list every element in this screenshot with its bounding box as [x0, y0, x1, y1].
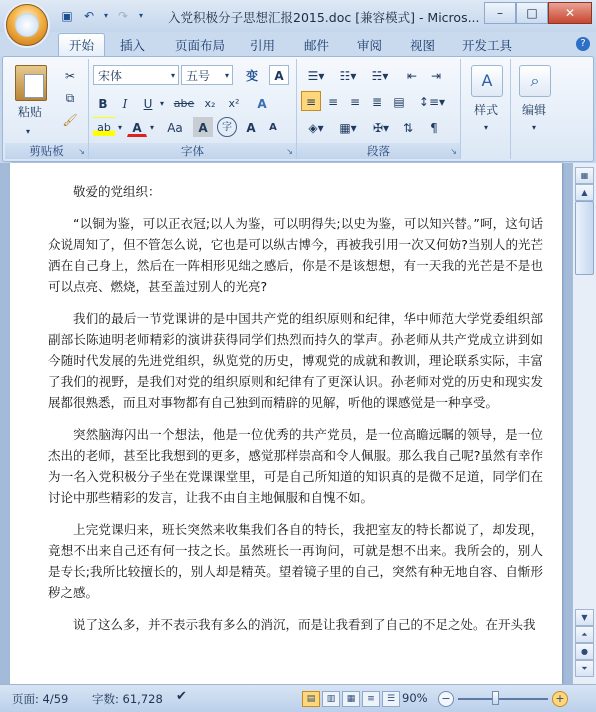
justify-icon[interactable]: ≣	[371, 95, 383, 109]
show-marks-icon[interactable]: ¶	[430, 121, 438, 135]
editing-button[interactable]: 编辑	[521, 103, 546, 117]
paste-icon[interactable]	[15, 65, 47, 101]
undo-icon[interactable]: ↶	[83, 9, 95, 23]
styles-dropdown-icon[interactable]: ▾	[483, 123, 488, 132]
paste-button[interactable]: 粘贴	[17, 105, 42, 119]
underline-button[interactable]: U	[143, 97, 153, 111]
sort-icon[interactable]: ⇅	[402, 121, 414, 135]
ribbon	[2, 56, 594, 162]
salutation: 敬爱的党组织：	[73, 184, 161, 199]
view-buttons	[302, 691, 400, 707]
document-body[interactable]	[48, 181, 543, 646]
clipboard-group	[5, 59, 89, 159]
print-layout-icon[interactable]: ▤	[302, 691, 320, 707]
paragraph-5: 说了这么多，并不表示我有多么的消沉，而是让我看到了自己的不足之处。在开头我	[73, 617, 536, 632]
zoom-in-icon[interactable]: +	[552, 691, 568, 707]
proofing-icon[interactable]: ✔	[176, 689, 187, 704]
window-title: 入党积极分子思想汇报2015.doc [兼容模式] - Micros...	[168, 10, 480, 25]
bullets-icon[interactable]: ☰▾	[307, 69, 325, 83]
scroll-up-icon[interactable]: ▲	[575, 184, 594, 201]
format-painter-icon[interactable]: 🖌	[62, 113, 78, 127]
paragraph-2: 我们的最后一节党课讲的是中国共产党的组织原则和纪律，华中师范大学党委组织部副部长陈迪明老师精彩的演讲获得同学们热烈而持久的掌声。孙老师从共产党成立讲到如今随时代发展的先进党组织，纵览党的历史，博观党的成就和教训，理论联系实际，丰富了我们的视野，是我们对党的组织原则和纪律有了更深认识。孙老师对党的历史和现实发展都很熟悉，而且对事物都有自己独到而精辟的见解，听他的课感觉是一种享受。	[48, 311, 543, 410]
copy-icon[interactable]: ⧉	[65, 91, 75, 105]
font-size-select[interactable]: 五号	[181, 65, 233, 85]
paste-dropdown-icon[interactable]: ▾	[25, 127, 30, 136]
zoom-out-icon[interactable]: −	[438, 691, 454, 707]
zoom-level[interactable]: 90%	[402, 691, 428, 705]
char-shading-button[interactable]: A	[193, 117, 213, 137]
grow-font-button[interactable]: A	[246, 121, 256, 135]
tab-developer[interactable]: 开发工具	[462, 38, 513, 53]
full-screen-reading-icon[interactable]: ▥	[322, 691, 340, 707]
web-layout-icon[interactable]: ▦	[342, 691, 360, 707]
shading-icon[interactable]: ◈▾	[308, 121, 324, 135]
shrink-font-button[interactable]: A	[269, 122, 277, 133]
clipboard-group-label: 剪贴板	[5, 143, 88, 159]
clipboard-launcher-icon[interactable]: ↘	[78, 147, 85, 156]
paragraph-group-label: 段落	[297, 143, 460, 159]
phonetic-guide-button[interactable]: 变	[245, 69, 258, 83]
bold-button[interactable]: B	[98, 97, 108, 111]
clear-formatting-button[interactable]: A	[257, 97, 267, 111]
paragraph-launcher-icon[interactable]: ↘	[450, 147, 457, 156]
font-group	[89, 59, 297, 159]
highlight-button[interactable]: ab	[93, 117, 115, 137]
change-case-button[interactable]: Aa	[167, 121, 183, 135]
align-center-icon[interactable]: ≡	[327, 95, 339, 109]
document-area	[0, 163, 572, 684]
outline-view-icon[interactable]: ≡	[362, 691, 380, 707]
zoom-slider-track[interactable]	[458, 698, 548, 700]
page-indicator[interactable]: 页面: 4/59	[12, 692, 69, 706]
subscript-button[interactable]: x₂	[204, 97, 216, 110]
previous-page-icon[interactable]: ⏶	[575, 626, 594, 643]
font-color-dropdown-icon[interactable]: ▾	[149, 123, 154, 132]
asian-layout-icon[interactable]: ✠▾	[372, 121, 390, 135]
office-logo-icon	[15, 13, 39, 37]
browse-object-icon[interactable]: ●	[575, 643, 594, 660]
status-bar	[0, 684, 596, 712]
undo-dropdown-icon[interactable]: ▾	[103, 11, 108, 20]
styles-group	[461, 59, 511, 159]
office-button[interactable]	[6, 4, 48, 46]
quick-access-toolbar	[58, 7, 146, 25]
font-group-label: 字体	[89, 143, 296, 159]
paragraph-group	[297, 59, 461, 159]
numbering-icon[interactable]: ☷▾	[339, 69, 357, 83]
increase-indent-icon[interactable]: ⇥	[430, 69, 442, 83]
vertical-scrollbar[interactable]	[572, 163, 596, 684]
italic-button[interactable]: I	[122, 97, 128, 111]
save-icon[interactable]: ▣	[61, 9, 73, 23]
paragraph-1: “以铜为鉴，可以正衣冠;以人为鉴，可以明得失;以史为鉴，可以知兴替。”呵，这句话众说周知了，但不管怎么说，它也是可以纵古博今，再被我引用一次又何妨?当别人的光芒洒在自己身上，然后在一阵相形见绌之感后，你是不是该想想，有一天我的光芒是不是也可以点亮、燃烧，甚至盖过别人的光亮?	[48, 216, 543, 294]
find-binoculars-icon[interactable]: ⌕	[519, 65, 551, 97]
align-right-icon[interactable]: ≡	[349, 95, 361, 109]
font-name-dropdown-icon[interactable]: ▾	[170, 71, 175, 80]
tab-view[interactable]: 视图	[410, 38, 436, 53]
close-button[interactable]: ✕	[548, 2, 592, 24]
highlight-dropdown-icon[interactable]: ▾	[117, 123, 122, 132]
tab-home[interactable]: 开始	[58, 33, 105, 56]
ribbon-tabs	[0, 32, 596, 56]
ruler-toggle-icon[interactable]: ▦	[575, 167, 594, 184]
decrease-indent-icon[interactable]: ⇤	[406, 69, 418, 83]
redo-icon[interactable]: ↷	[117, 9, 129, 23]
maximize-button[interactable]: □	[516, 2, 548, 24]
distributed-icon[interactable]: ▤	[393, 95, 405, 109]
line-spacing-icon[interactable]: ↕≡▾	[418, 95, 446, 109]
font-color-button[interactable]: A	[127, 117, 147, 137]
styles-button[interactable]: 样式	[473, 103, 498, 117]
tab-insert[interactable]: 插入	[120, 38, 146, 53]
scroll-down-icon[interactable]: ▼	[575, 609, 594, 626]
window-controls	[484, 2, 592, 24]
char-border-button[interactable]: A	[269, 65, 289, 85]
editing-dropdown-icon[interactable]: ▾	[531, 123, 536, 132]
scroll-thumb[interactable]	[575, 201, 594, 275]
tab-references[interactable]: 引用	[250, 38, 276, 53]
paragraph-4: 上完党课归来，班长突然来收集我们各自的特长，我把室友的特长都说了，却发现，竟想不出来自己还有何一技之长。虽然班长一再询问，可就是想不出来。我所会的，别人是专长;我所比较擅长的，别人却是精英。望着镜子里的自己，突然有种无地自容、自惭形秽之感。	[48, 522, 543, 600]
borders-icon[interactable]: ▦▾	[339, 121, 357, 135]
help-icon[interactable]: ?	[576, 37, 590, 51]
tab-mailings[interactable]: 邮件	[304, 38, 330, 53]
enclose-char-button[interactable]: 字	[217, 117, 237, 137]
font-size-dropdown-icon[interactable]: ▾	[224, 71, 229, 80]
word-count[interactable]: 字数: 61,728	[92, 692, 163, 706]
tab-review[interactable]: 审阅	[357, 38, 383, 53]
font-name-select[interactable]: 宋体	[93, 65, 179, 85]
strikethrough-button[interactable]: abe	[173, 97, 195, 110]
editing-group	[511, 59, 557, 159]
title-bar	[0, 0, 596, 33]
paragraph-3: 突然脑海闪出一个想法，他是一位优秀的共产党员，是一位高瞻远瞩的领导，是一位杰出的老师，甚至比我想到的更多，感觉那样崇高和令人佩服。那么我自己呢?虽然有幸作为一名入党积极分子坐在党课课堂里，可是自己所知道的知识真的是微不足道，同学们在讨论中那些精彩的发言，让我不由自主地佩服和自愧不如。	[48, 427, 543, 505]
draft-view-icon[interactable]: ☰	[382, 691, 400, 707]
cut-icon[interactable]: ✂	[64, 69, 76, 83]
align-left-icon[interactable]: ≡	[301, 91, 321, 111]
next-page-icon[interactable]: ⏷	[575, 660, 594, 677]
underline-dropdown-icon[interactable]: ▾	[159, 99, 164, 108]
customize-qa-icon[interactable]: ▾	[138, 11, 143, 20]
tab-page-layout[interactable]: 页面布局	[175, 38, 226, 53]
minimize-button[interactable]: –	[484, 2, 516, 24]
superscript-button[interactable]: x²	[228, 97, 240, 110]
document-page[interactable]	[10, 163, 562, 684]
zoom-slider-thumb[interactable]	[492, 691, 499, 705]
multilevel-list-icon[interactable]: ☵▾	[371, 69, 389, 83]
font-launcher-icon[interactable]: ↘	[286, 147, 293, 156]
styles-icon[interactable]: A	[471, 65, 503, 97]
